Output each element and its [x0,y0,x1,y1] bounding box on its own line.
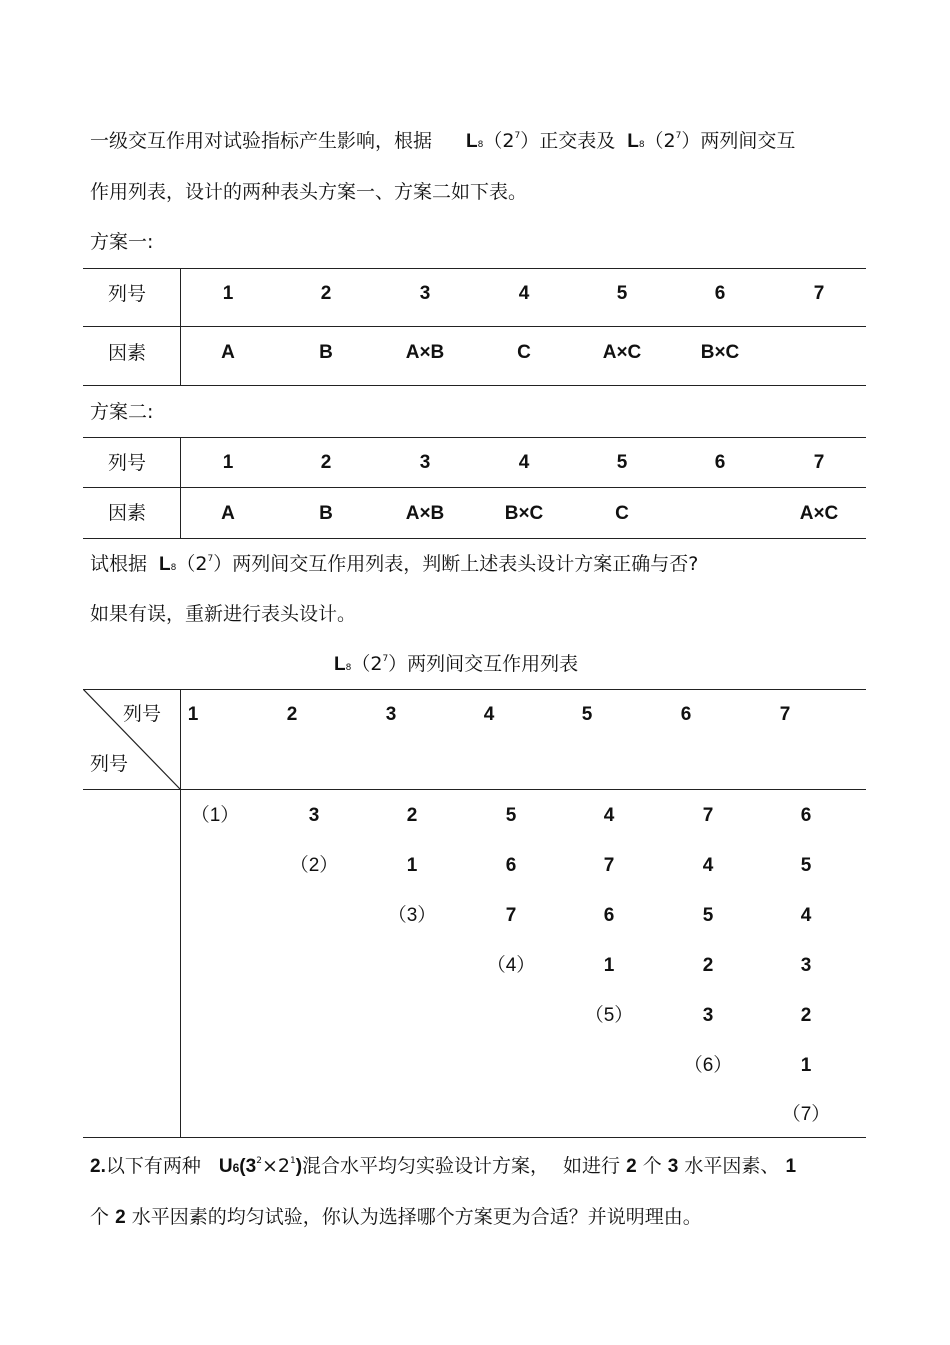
scheme1-header-factors: 因素 [108,342,147,364]
problem2-line2-text-2: 水平因素的均匀试验，你认为选择哪个方案更为合适？并说明理由。 [131,1206,702,1228]
interaction-cell-r3-c7: 4 [800,905,812,926]
interaction-cell-r2-c7: 5 [800,855,812,876]
interaction-cell-r3-c4: 7 [505,905,517,926]
interaction-cell-r2-c5: 7 [603,855,615,876]
problem2-text-3: 如进行 [563,1155,621,1177]
intro-line-2: 作用列表，设计的两种表头方案一、方案二如下表。 [90,181,528,203]
interaction-cell-r2-c3: 1 [406,855,418,876]
interaction-cell-r3-c3: （3） [387,905,437,926]
scheme1-col-6: 6 [714,283,726,304]
question-text-2: ）两列间交互作用列表，判断上述表头设计方案正确与否? [213,553,699,575]
scheme1-factor-4: C [517,342,531,363]
uniform-open: (3 [239,1156,257,1177]
question-base: （2 [176,553,208,575]
scheme2-col-2: 2 [320,452,332,473]
interaction-cell-r7-c7: （7） [781,1104,831,1125]
scheme2-header-cols: 列号 [108,452,147,474]
scheme1-col-7: 7 [813,283,825,304]
intro-text-2: ）正交表及 [520,130,616,152]
interaction-cell-r3-c5: 6 [603,905,615,926]
scheme2-factor-4: B×C [504,503,544,524]
problem2-num-1: 1 [785,1156,797,1177]
scheme2-top-rule [83,437,866,438]
scheme2-col-7: 7 [813,452,825,473]
problem2-num-3: 3 [667,1156,679,1177]
interaction-col-2: 2 [286,704,298,725]
scheme2-col-4: 4 [518,452,530,473]
interaction-cell-r4-c5: 1 [603,955,615,976]
intro-text: 一级交互作用对试验指标产生影响，根据 [90,130,433,152]
interaction-col-6: 6 [680,704,692,725]
uniform-sub: 6 [232,1161,240,1175]
scheme1-header-cols: 列号 [108,283,147,305]
scheme2-factor-3: A×B [405,503,445,524]
problem2-line2-num: 2 [115,1207,126,1228]
scheme1-col-5: 5 [616,283,628,304]
scheme2-col-5: 5 [616,452,628,473]
scheme1-bottom-rule [83,385,866,386]
question-sub: 8 [170,563,177,573]
orthogonal-sub-2: 8 [638,140,645,150]
scheme1-factor-2: B [319,342,333,363]
corner-bottom-label: 列号 [90,753,129,775]
scheme1-col-2: 2 [320,283,332,304]
orthogonal-L-2: L [627,131,639,152]
orthogonal-exp-2: 7 [675,131,682,141]
interaction-cell-r6-c6: （6） [683,1055,733,1076]
interaction-cell-r1-c1: （1） [190,805,240,826]
scheme1-col-3: 3 [419,283,431,304]
caption-L: L [334,654,346,675]
uniform-times: ×2 [261,1155,290,1177]
question-text: 试根据 [90,553,148,575]
interaction-cell-r1-c3: 2 [406,805,418,826]
problem2-number: 2. [90,1156,106,1177]
scheme1-factor-6: B×C [700,342,740,363]
interaction-cell-r1-c6: 7 [702,805,714,826]
question-line-1 [90,552,698,580]
uniform-exp-2: 2 [256,1156,262,1166]
interaction-caption [334,652,578,680]
scheme2-divider [180,437,181,538]
scheme2-bottom-rule [83,538,866,539]
interaction-cell-r1-c2: 3 [308,805,320,826]
caption-exp: 7 [382,654,389,664]
problem2-text-5: 水平因素、 [684,1155,780,1177]
interaction-cell-r1-c4: 5 [505,805,517,826]
orthogonal-base-2: （2 [644,130,676,152]
intro-text-3: ）两列间交互 [681,130,796,152]
scheme2-mid-rule [83,487,866,488]
scheme2-factor-5: C [615,503,629,524]
interaction-cell-r5-c6: 3 [702,1005,714,1026]
question-line-2: 如果有误，重新进行表头设计。 [90,603,357,625]
interaction-cell-r5-c7: 2 [800,1005,812,1026]
question-L: L [159,554,171,575]
problem2-text-2: 混合水平均匀实验设计方案， [302,1155,550,1177]
scheme1-title: 方案一: [90,231,154,253]
interaction-col-1: 1 [187,704,199,725]
problem2-line-2 [90,1205,702,1230]
uniform-close: ) [295,1156,303,1177]
scheme1-factor-3: A×B [405,342,445,363]
interaction-col-7: 7 [779,704,791,725]
caption-base: （2 [351,653,383,675]
question-exp: 7 [207,554,214,564]
scheme1-factor-5: A×C [602,342,642,363]
problem2-num-2: 2 [626,1156,637,1177]
interaction-cell-r2-c4: 6 [505,855,517,876]
orthogonal-exp: 7 [514,131,521,141]
scheme2-factor-1: A [221,503,235,524]
interaction-cell-r2-c6: 4 [702,855,714,876]
orthogonal-L: L [466,131,478,152]
caption-text: ）两列间交互作用列表 [388,653,579,675]
interaction-top-rule [83,689,866,690]
scheme2-factor-7: A×C [799,503,839,524]
interaction-cell-r1-c5: 4 [603,805,615,826]
interaction-cell-r4-c4: （4） [486,955,536,976]
scheme1-col-4: 4 [518,283,530,304]
interaction-cell-r4-c6: 2 [702,955,714,976]
caption-sub: 8 [345,663,352,673]
uniform-U: U [218,1156,233,1177]
scheme2-header-factors: 因素 [108,502,147,524]
problem2-text-4: 个 [642,1155,662,1177]
problem2-line2-text-1: 个 [90,1206,110,1228]
interaction-col-4: 4 [483,704,495,725]
interaction-col-5: 5 [581,704,593,725]
interaction-col-3: 3 [385,704,397,725]
scheme1-col-1: 1 [222,283,234,304]
problem2-line-1 [90,1154,796,1182]
scheme2-col-3: 3 [419,452,431,473]
scheme2-col-1: 1 [222,452,234,473]
scheme1-top-rule [83,268,866,269]
scheme1-factor-1: A [221,342,235,363]
interaction-cell-r4-c7: 3 [800,955,812,976]
scheme2-title: 方案二: [90,401,154,423]
interaction-cell-r5-c5: （5） [584,1005,634,1026]
orthogonal-base: （2 [483,130,515,152]
interaction-bottom-rule [83,1137,866,1138]
problem2-text-1: 以下有两种 [105,1155,201,1177]
scheme2-factor-2: B [319,503,333,524]
uniform-exp-1: 1 [289,1156,296,1166]
interaction-cell-r1-c7: 6 [800,805,812,826]
interaction-header-rule [83,789,866,790]
scheme1-mid-rule [83,326,866,327]
interaction-cell-r2-c2: （2） [289,855,339,876]
scheme2-col-6: 6 [714,452,726,473]
interaction-cell-r6-c7: 1 [800,1055,812,1076]
corner-top-label: 列号 [123,703,162,725]
orthogonal-sub: 8 [477,140,484,150]
intro-line-1 [90,129,795,157]
scheme1-divider [180,268,181,385]
interaction-cell-r3-c6: 5 [702,905,714,926]
